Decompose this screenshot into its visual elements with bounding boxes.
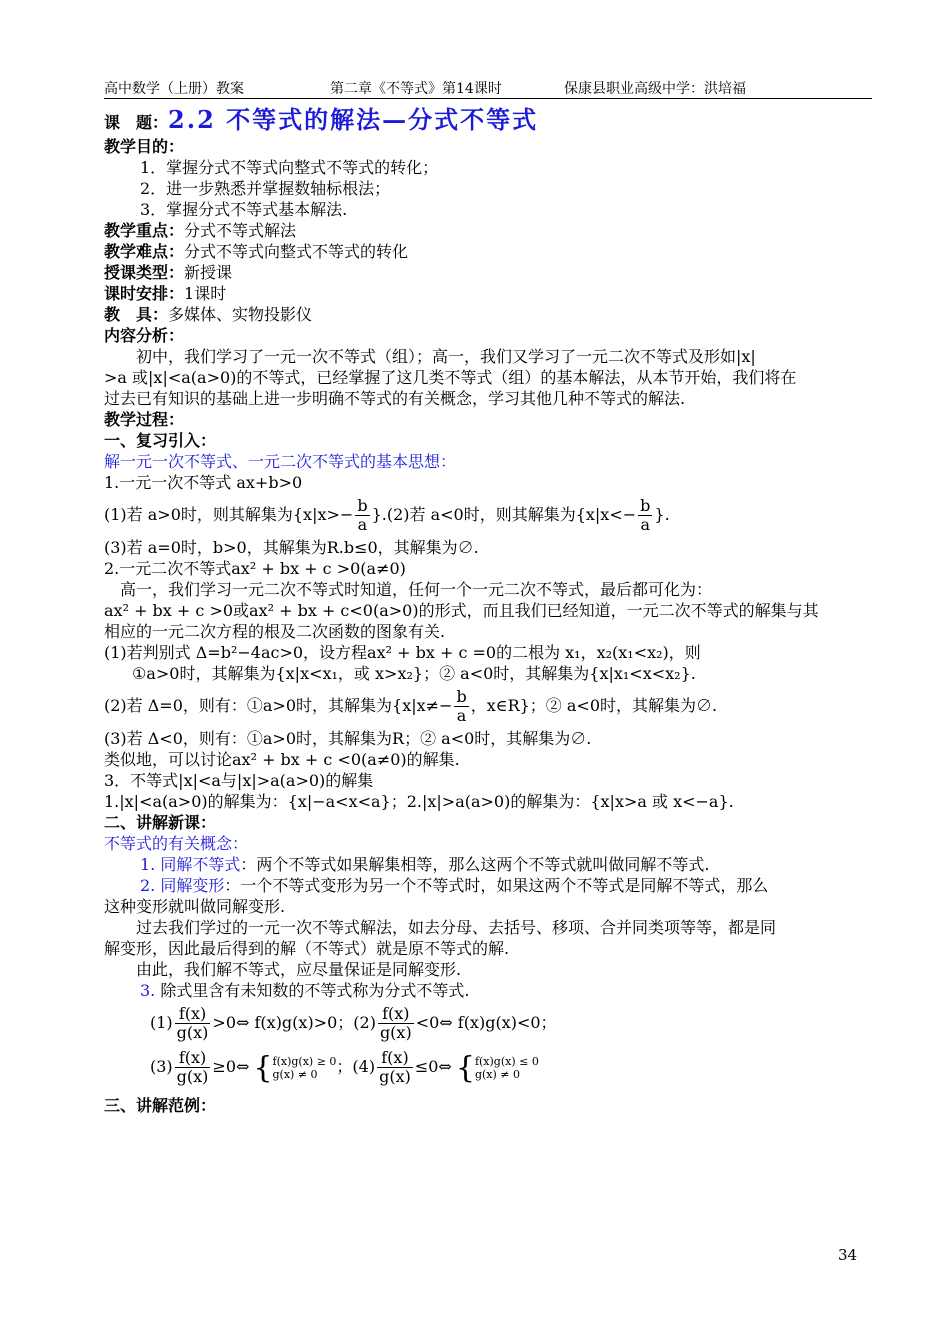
definition-2-label: 2. 同解变形 bbox=[140, 876, 225, 895]
fraction-numerator: f(x) bbox=[175, 1049, 211, 1068]
difficulty-row bbox=[104, 241, 874, 262]
same-solution-note: 由此，我们解不等式，应尽量保证是同解变形. bbox=[104, 960, 462, 979]
fraction-f-over-g bbox=[175, 1005, 211, 1042]
focus-row bbox=[104, 220, 874, 241]
fraction-numerator: b bbox=[357, 496, 368, 515]
fraction-numerator: f(x) bbox=[377, 1049, 413, 1068]
time-label: 课时安排： bbox=[104, 284, 185, 303]
fraction-f-over-g bbox=[377, 1049, 413, 1086]
fraction-b-over-a bbox=[355, 497, 369, 534]
fraction-denominator: g(x) bbox=[379, 1023, 412, 1042]
same-solution-paragraph-2: 解变形，因此最后得到的解（不等式）就是原不等式的解. bbox=[104, 939, 510, 958]
review-heading: 一、复习引入： bbox=[104, 431, 217, 450]
review-subheading: 解一元一次不等式、一元二次不等式的基本思想： bbox=[104, 452, 457, 471]
type-label: 授课类型： bbox=[104, 263, 185, 282]
quadratic-case-2 bbox=[104, 684, 874, 728]
system-4-bottom: g(x) ≠ 0 bbox=[474, 1067, 520, 1081]
quadratic-paragraph-3: 相应的一元二次方程的根及二次函数的图象有关. bbox=[104, 622, 446, 641]
system-4-top: f(x)g(x) ≤ 0 bbox=[474, 1054, 539, 1068]
quadratic-case-1-solutions: ①a>0时，其解集为{x|x<x₁，或 x>x₂}；② a<0时，其解集为{x|x₁<x<x₂}. bbox=[132, 664, 696, 683]
fraction-denominator: a bbox=[456, 706, 467, 725]
quadratic-case-3: (3)若 Δ<0，则有：①a>0时，其解集为R；② a<0时，其解集为∅. bbox=[104, 729, 592, 748]
page-header bbox=[104, 76, 872, 99]
definition-3 bbox=[104, 980, 874, 1001]
quadratic-paragraph-1: 高一，我们学习一元二次不等式时知道，任何一个一元二次不等式，最后都可化为： bbox=[104, 580, 713, 599]
rule-4-label: ；(4) bbox=[336, 1057, 376, 1076]
fraction-denominator: a bbox=[640, 515, 651, 534]
header-left: 高中数学（上册）教案 bbox=[104, 81, 244, 97]
fraction-f-over-g bbox=[378, 1005, 414, 1042]
system-3-bottom: g(x) ≠ 0 bbox=[272, 1067, 318, 1081]
fractional-rules-1-2 bbox=[104, 1001, 874, 1045]
review-item-2: 2.一元二次不等式ax² + bx + c >0(a≠0) bbox=[104, 559, 406, 578]
same-solution-paragraph: 过去我们学过的一元一次不等式解法，如去分母、去括号、移项、合并同类项等等，都是同 bbox=[104, 918, 777, 937]
tools-row bbox=[104, 304, 874, 325]
new-lesson-heading: 二、讲解新课： bbox=[104, 813, 217, 832]
rule-4-text: ≤0⇔ bbox=[414, 1057, 452, 1076]
definition-2-text: ：一个不等式变形为另一个不等式时，如果这两个不等式是同解不等式，那么 bbox=[224, 876, 769, 895]
fraction-denominator: g(x) bbox=[176, 1067, 209, 1086]
type-row bbox=[104, 262, 874, 283]
time-row bbox=[104, 283, 874, 304]
title-label: 课 题： bbox=[104, 113, 169, 132]
header-right: 保康县职业高级中学：洪培福 bbox=[564, 81, 746, 97]
fraction-f-over-g bbox=[175, 1049, 211, 1086]
objectives-label: 教学目的： bbox=[104, 137, 185, 156]
difficulty-label: 教学难点： bbox=[104, 242, 185, 261]
similar-note: 类似地，可以讨论ax² + bx + c <0(a≠0)的解集. bbox=[104, 750, 460, 769]
quadratic-paragraph-2: ax² + bx + c >0或ax² + bx + c<0(a>0)的形式，而且我们已经知道，一元二次不等式的解集与其 bbox=[104, 601, 819, 620]
tools-label: 教 具： bbox=[104, 305, 169, 324]
focus-text: 分式不等式解法 bbox=[184, 221, 297, 240]
system-3-top: f(x)g(x) ≥ 0 bbox=[272, 1054, 337, 1068]
header-middle: 第二章《不等式》第14课时 bbox=[330, 81, 502, 97]
analysis-line-2: >a 或|x|<a(a>0)的不等式，已经掌握了这几类不等式（组）的基本解法，从本节开始，我们将在 bbox=[104, 368, 797, 387]
review-item-3: 3．不等式|x|<a与|x|>a(a>0)的解集 bbox=[104, 771, 374, 790]
system-brace-4: { f(x)g(x) ≤ 0 g(x) ≠ 0 bbox=[455, 1050, 539, 1085]
fractional-rules-3-4 bbox=[104, 1045, 874, 1089]
fraction-b-over-a bbox=[638, 497, 652, 534]
fraction-denominator: a bbox=[357, 515, 368, 534]
analysis-line-3: 过去已有知识的基础上进一步明确不等式的有关概念，学习其他几种不等式的解法. bbox=[104, 389, 686, 408]
linear-case-2-end: }. bbox=[654, 505, 670, 524]
quadratic-case-1: (1)若判别式 Δ=b²−4ac>0，设方程ax² + bx + c =0的二根为 x₁，x₂(x₁<x₂)，则 bbox=[104, 643, 701, 662]
fraction-numerator: b bbox=[456, 687, 467, 706]
definition-3-text: 除式里含有未知数的不等式称为分式不等式. bbox=[155, 981, 470, 1000]
rule-1-text: >0⇔ f(x)g(x)>0；(2) bbox=[212, 1013, 376, 1032]
time-text: 1课时 bbox=[184, 284, 227, 303]
definition-1-label: 1. 同解不等式 bbox=[140, 855, 241, 874]
fraction-numerator: f(x) bbox=[175, 1005, 211, 1024]
page-number: 34 bbox=[838, 1246, 858, 1264]
difficulty-text: 分式不等式向整式不等式的转化 bbox=[184, 242, 409, 261]
fraction-denominator: g(x) bbox=[176, 1023, 209, 1042]
rule-3-text: ≥0⇔ bbox=[212, 1057, 250, 1076]
rule-2-text: <0⇔ f(x)g(x)<0； bbox=[415, 1013, 557, 1032]
concept-heading: 不等式的有关概念： bbox=[104, 834, 249, 853]
lesson-content bbox=[104, 104, 874, 1116]
quadratic-case-2-end: ，x∈R}；② a<0时，其解集为∅. bbox=[470, 696, 718, 715]
fraction-denominator: g(x) bbox=[379, 1067, 411, 1086]
review-item-1: 1.一元一次不等式 ax+b>0 bbox=[104, 473, 303, 492]
linear-case-3: (3)若 a=0时，b>0，其解集为R.b≤0，其解集为∅. bbox=[104, 538, 479, 557]
linear-case-12 bbox=[104, 493, 874, 537]
definition-1 bbox=[104, 854, 874, 875]
analysis-line-1: 初中，我们学习了一元一次不等式（组）；高一，我们又学习了一元二次不等式及形如|x| bbox=[104, 347, 756, 366]
tools-text: 多媒体、实物投影仪 bbox=[168, 305, 313, 324]
definition-1-text: ：两个不等式如果解集相等，那么这两个不等式就叫做同解不等式. bbox=[240, 855, 710, 874]
system-brace-3: { f(x)g(x) ≥ 0 g(x) ≠ 0 bbox=[253, 1050, 337, 1085]
process-label: 教学过程： bbox=[104, 410, 185, 429]
lesson-title: 2.2 不等式的解法—分式不等式 bbox=[168, 105, 539, 134]
absolute-value-solutions: 1.|x|<a(a>0)的解集为：{x|−a<x<a}；2.|x|>a(a>0)的解集为：{x|x>a 或 x<−a}. bbox=[104, 792, 734, 811]
rule-1-label: (1) bbox=[150, 1013, 173, 1032]
linear-case-2-text: }.(2)若 a<0时，则其解集为{x|x<− bbox=[371, 505, 637, 524]
objective-item-1: 1．掌握分式不等式向整式不等式的转化； bbox=[140, 158, 439, 177]
type-text: 新授课 bbox=[184, 263, 233, 282]
fraction-numerator: f(x) bbox=[378, 1005, 414, 1024]
lesson-title-row bbox=[104, 104, 874, 136]
analysis-label: 内容分析： bbox=[104, 326, 185, 345]
fraction-numerator: b bbox=[640, 496, 651, 515]
focus-label: 教学重点： bbox=[104, 221, 185, 240]
linear-case-1-text: (1)若 a>0时，则其解集为{x|x>− bbox=[104, 505, 354, 524]
rule-3-label: (3) bbox=[150, 1057, 173, 1076]
objective-item-2: 2．进一步熟悉并掌握数轴标根法； bbox=[140, 179, 391, 198]
examples-heading: 三、讲解范例： bbox=[104, 1096, 217, 1115]
fraction-b-over-a bbox=[454, 688, 468, 725]
definition-2-continued: 这种变形就叫做同解变形. bbox=[104, 897, 286, 916]
definition-2 bbox=[104, 875, 874, 896]
definition-3-number: 3. bbox=[140, 981, 156, 1000]
quadratic-case-2-text: (2)若 Δ=0，则有：①a>0时，其解集为{x|x≠− bbox=[104, 696, 453, 715]
objective-item-3: 3．掌握分式不等式基本解法. bbox=[140, 200, 348, 219]
